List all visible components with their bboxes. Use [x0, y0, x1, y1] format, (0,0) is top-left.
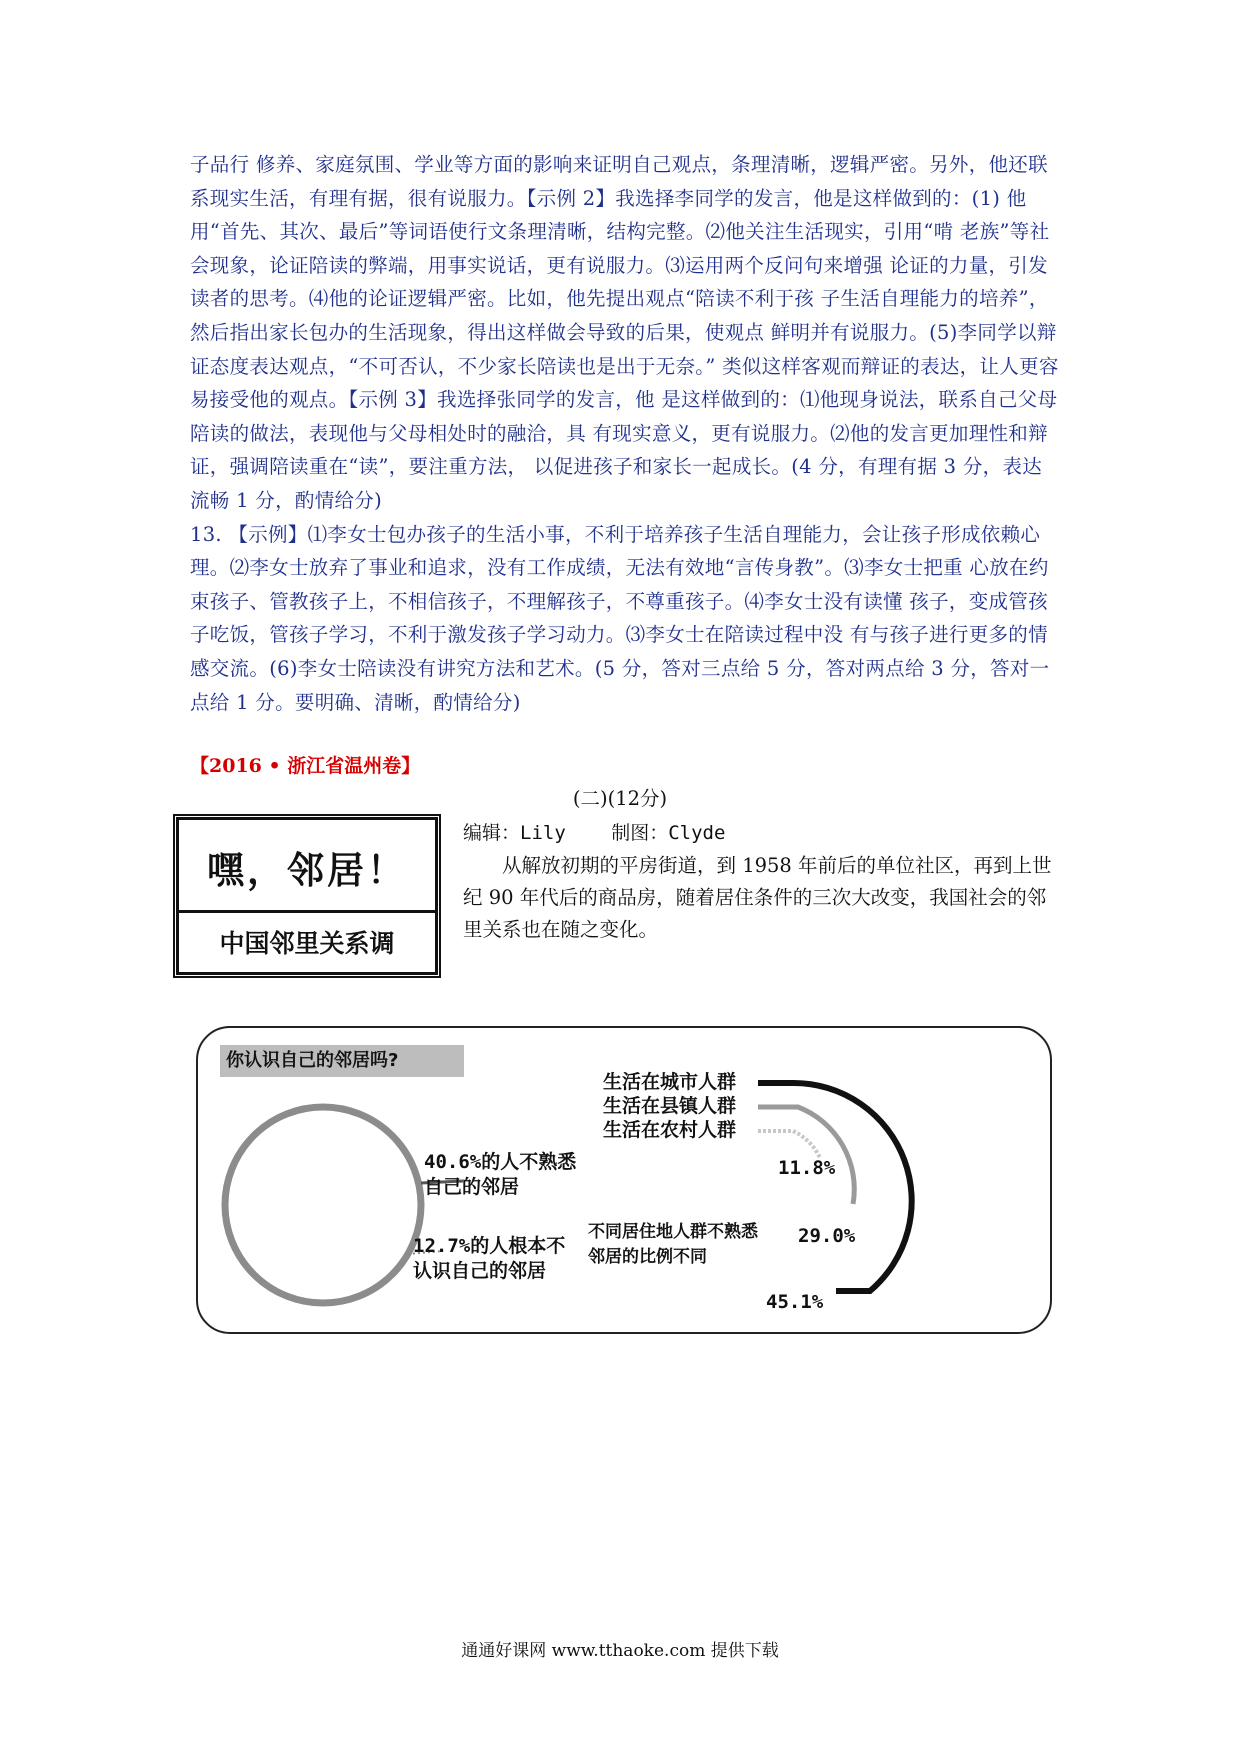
legend-rural: 生活在农村人群	[603, 1119, 737, 1141]
section-title: (二)(12分)	[572, 787, 668, 810]
answer-paragraph-12: 子品行 修养、家庭氛围、学业等方面的影响来证明自己观点，条理清晰，逻辑严密。另外，他还联 系现实生活，有理有据，很有说服力。【示例 2】我选择李同学的发言，他是这样做到的：(1) 他用“首先、其次、最后”等词语使行文条理清晰，结构完整。⑵他关注生活现实，引用“啃 老族”等社会现象，论证陪读的弊端，用事实说话，更有说服力。⑶运用两个反问句来增强 论证的力量，引发读者的思考。⑷他的论证逻辑严密。比如，他先提出观点“陪读不利于孩 子生活自理能力的培养”，然后指出家长包办的生活现象，得出这样做会导致的后果，使观点 鲜明并有说服力。(5)李同学以辩证态度表达观点，“不可否认，不少家长陪读也是出于无奈。” 类似这样客观而辩证的表达，让人更容易接受他的观点。【示例 3】我选择张同学的发言，他 是这样做到的：⑴他现身说法，联系自己父母陪读的做法，表现他与父母相处时的融洽，具 有现实意义，更有说服力。⑵他的发言更加理性和辩证，强调陪读重在“读”，要注重方法， 以促进孩子和家长一起成长。(4 分，有理有据 3 分，表达流畅 1 分，酌情给分)	[190, 153, 1059, 512]
pct-town: 29.0%	[798, 1225, 856, 1247]
survey-figure	[196, 1026, 1052, 1334]
answer-text	[190, 148, 1060, 719]
pct-rural: 11.8%	[778, 1157, 836, 1179]
editor-credit: 编辑：Lily	[463, 822, 566, 844]
credits	[463, 818, 759, 845]
title-main: 嘿，邻居！	[207, 849, 407, 892]
note-unknown: 12.7%的人根本不认识自己的邻居	[413, 1235, 566, 1282]
title-sub: 中国邻里关系调	[219, 929, 395, 958]
source-tag: 【2016 • 浙江省温州卷】	[190, 755, 421, 777]
neighbor-circle	[225, 1107, 421, 1303]
title-divider	[179, 910, 435, 913]
pct-city: 45.1%	[766, 1291, 824, 1313]
arc-city	[758, 1083, 912, 1291]
note-unfamiliar: 40.6%的人不熟悉自己的邻居	[424, 1151, 577, 1198]
figure-caption: 不同居住地人群不熟悉邻居的比例不同	[588, 1222, 758, 1267]
legend-city: 生活在城市人群	[603, 1071, 737, 1093]
page-footer: 通通好课网 www.tthaoke.com 提供下载	[461, 1641, 779, 1661]
arc-rural	[758, 1131, 820, 1158]
chart-credit: 制图：Clyde	[611, 822, 726, 844]
answer-paragraph-13: 13. 【示例】⑴李女士包办孩子的生活小事，不利于培养孩子生活自理能力，会让孩子形成依赖心理。⑵李女士放弃了事业和追求，没有工作成绩，无法有效地“言传身教”。⑶李女士把重 心放在约束孩子、管教孩子上，不相信孩子，不理解孩子，不尊重孩子。⑷李女士没有读懂 孩子，变成管孩子吃饭，管孩子学习，不利于激发孩子学习动力。⑶李女士在陪读过程中没 有与孩子进行更多的情感交流。(6)李女士陪读没有讲究方法和艺术。(5 分，答对三点给 5 分，答对两点给 3 分，答对一点给 1 分。要明确、清晰，酌情给分)	[190, 522, 1050, 714]
legend-town: 生活在县镇人群	[603, 1095, 737, 1117]
figure-question: 你认识自己的邻居吗?	[226, 1050, 399, 1071]
intro-text: 从解放初期的平房街道，到 1958 年前后的单位社区，再到上世纪 90 年代后的商品房，随着居住条件的三次大改变，我国社会的邻里关系也在随之变化。	[463, 854, 1052, 941]
title-box	[176, 817, 438, 975]
